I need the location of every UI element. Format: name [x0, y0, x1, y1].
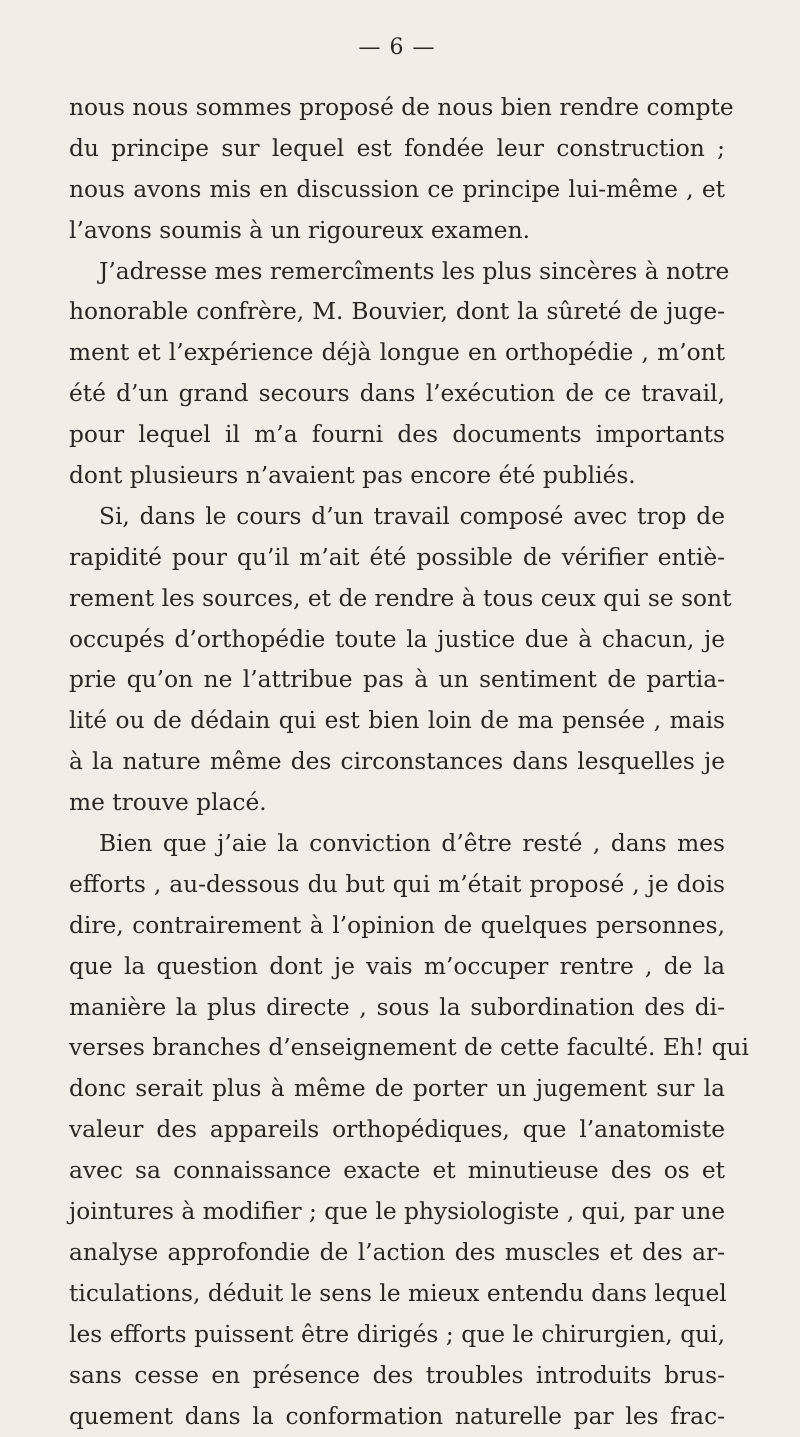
text-line: rapidité pour qu’il m’ait été possible de vérifier entiè-: [69, 538, 725, 579]
text-line: ticulations, déduit le sens le mieux entendu dans lequel: [69, 1274, 725, 1315]
text-line: pour lequel il m’a fourni des documents importants: [69, 415, 725, 456]
text-line: nous avons mis en discussion ce principe lui-même , et: [69, 170, 725, 211]
text-line: les efforts puissent être dirigés ; que le chirurgien, qui,: [69, 1315, 725, 1356]
text-line: verses branches d’enseignement de cette faculté. Eh! qui: [69, 1028, 725, 1069]
text-line: dire, contrairement à l’opinion de quelques personnes,: [69, 906, 725, 947]
text-line: jointures à modifier ; que le physiologiste , qui, par une: [69, 1192, 725, 1233]
text-line: analyse approfondie de l’action des muscles et des ar-: [69, 1233, 725, 1274]
text-line: dont plusieurs n’avaient pas encore été publiés.: [69, 456, 725, 497]
text-line: efforts , au-dessous du but qui m’était proposé , je dois: [69, 865, 725, 906]
text-line: valeur des appareils orthopédiques, que l’anatomiste: [69, 1110, 725, 1151]
text-line: Si, dans le cours d’un travail composé avec trop de: [69, 497, 725, 538]
text-line: ment et l’expérience déjà longue en orthopédie , m’ont: [69, 333, 725, 374]
text-line: l’avons soumis à un rigoureux examen.: [69, 211, 725, 252]
text-line: prie qu’on ne l’attribue pas à un sentiment de partia-: [69, 660, 725, 701]
text-line: manière la plus directe , sous la subordination des di-: [69, 988, 725, 1029]
text-line: avec sa connaissance exacte et minutieuse des os et: [69, 1151, 725, 1192]
text-line: nous nous sommes proposé de nous bien rendre compte: [69, 88, 725, 129]
text-line: me trouve placé.: [69, 783, 725, 824]
text-line: occupés d’orthopédie toute la justice due à chacun, je: [69, 620, 725, 661]
text-line: rement les sources, et de rendre à tous ceux qui se sont: [69, 579, 725, 620]
text-line: honorable confrère, M. Bouvier, dont la sûreté de juge-: [69, 292, 725, 333]
body-text: [69, 88, 725, 1437]
text-line: quement dans la conformation naturelle par les frac-: [69, 1397, 725, 1437]
text-line: que la question dont je vais m’occuper rentre , de la: [69, 947, 725, 988]
text-line: à la nature même des circonstances dans lesquelles je: [69, 742, 725, 783]
text-line: sans cesse en présence des troubles introduits brus-: [69, 1356, 725, 1397]
text-line: lité ou de dédain qui est bien loin de ma pensée , mais: [69, 701, 725, 742]
running-head: — 6 —: [69, 30, 725, 66]
text-line: du principe sur lequel est fondée leur construction ;: [69, 129, 725, 170]
text-line: J’adresse mes remercîments les plus sincères à notre: [69, 252, 725, 293]
text-line: Bien que j’aie la conviction d’être resté , dans mes: [69, 824, 725, 865]
text-line: donc serait plus à même de porter un jugement sur la: [69, 1069, 725, 1110]
text-line: été d’un grand secours dans l’exécution de ce travail,: [69, 374, 725, 415]
